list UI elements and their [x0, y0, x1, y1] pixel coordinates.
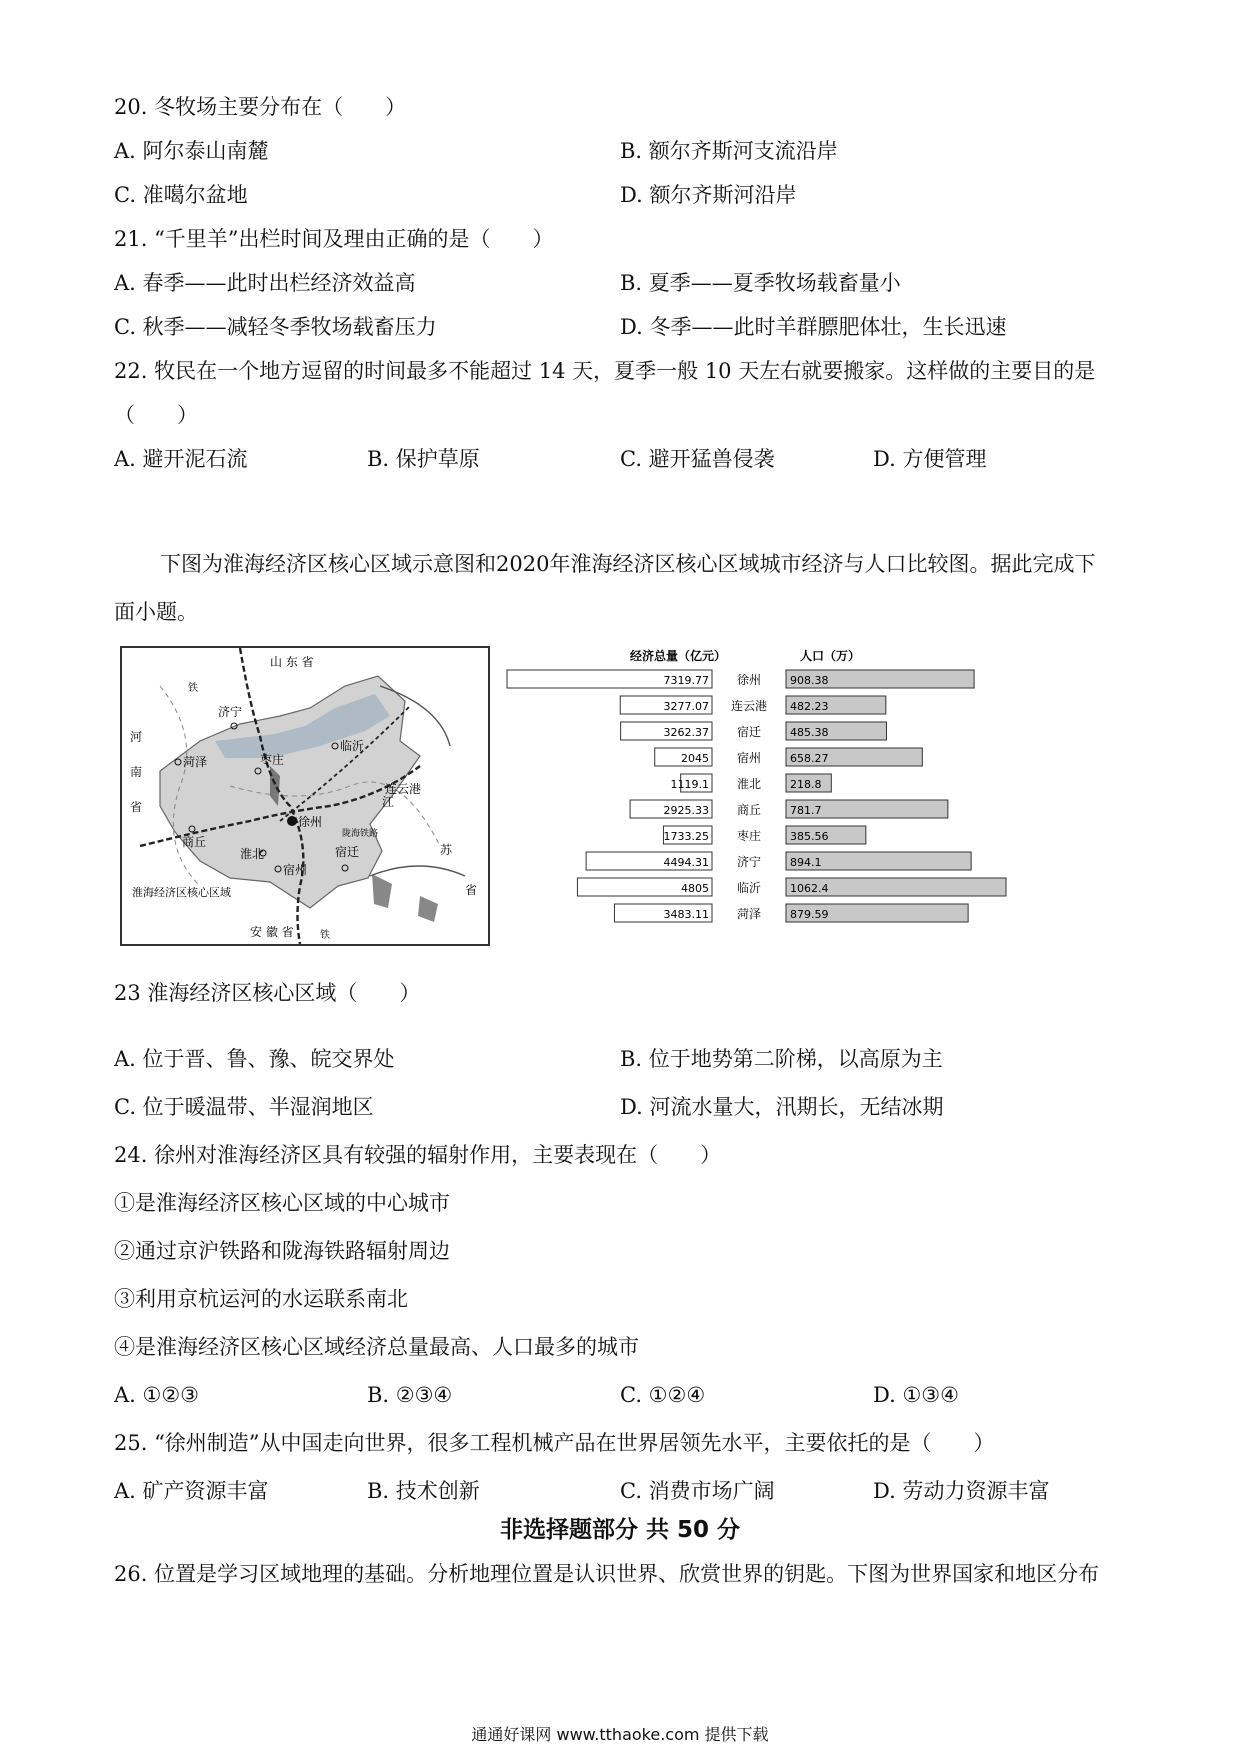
label-anhui: 安 徽 省 [250, 925, 294, 939]
city-label: 济宁 [736, 855, 762, 869]
q21-options-row1 [114, 269, 1134, 297]
chart-left-header: 经济总量（亿元） [630, 649, 727, 663]
city-label: 商丘 [736, 803, 762, 817]
q22-stem-paren: （ ） [114, 403, 198, 427]
q23-options-row2 [114, 1093, 1134, 1121]
huaihai-region-map [120, 646, 490, 946]
economy-value-label: 1119.1 [670, 778, 709, 791]
label-shangqiu: 商丘 [182, 835, 207, 849]
q21-option-b: B. 夏季——夏季牧场载畜量小 [620, 271, 901, 295]
map-legend: 淮海经济区核心区域 [132, 886, 231, 899]
label-zaozhuang: 枣庄 [260, 753, 285, 767]
population-value-label: 485.38 [790, 726, 829, 739]
q25-option-d: D. 劳动力资源丰富 [873, 1479, 1050, 1503]
label-linyi: 临沂 [340, 739, 365, 753]
population-value-label: 908.38 [790, 674, 829, 687]
q25-option-b: B. 技术创新 [367, 1479, 480, 1503]
q25-option-c: C. 消费市场广阔 [620, 1479, 775, 1503]
q23-option-b: B. 位于地势第二阶梯，以高原为主 [620, 1047, 943, 1071]
q23-stem: 23 淮海经济区核心区域（ ） [114, 981, 421, 1005]
q21-option-c: C. 秋季——减轻冬季牧场载畜压力 [114, 315, 437, 339]
q21-options-row2 [114, 313, 1134, 341]
label-suzhou: 宿州 [283, 863, 308, 877]
section-heading: 非选择题部分 共 50 分 [499, 1517, 741, 1543]
chart-right-header: 人口（万） [800, 649, 861, 663]
page-footer: 通通好课网 www.tthaoke.com 提供下载 [471, 1725, 769, 1744]
label-suqian: 宿迁 [335, 845, 360, 859]
q23-option-c: C. 位于暖温带、半湿润地区 [114, 1095, 374, 1119]
economy-value-label: 4805 [681, 882, 709, 895]
q23-option-a: A. 位于晋、鲁、豫、皖交界处 [114, 1047, 395, 1071]
q22-option-b: B. 保护草原 [367, 447, 480, 471]
q24-statement-4: ④是淮海经济区核心区域经济总量最高、人口最多的城市 [114, 1335, 639, 1359]
population-value-label: 894.1 [790, 856, 822, 869]
population-value-label: 385.56 [790, 830, 829, 843]
q22-stem: 22. 牧民在一个地方逗留的时间最多不能超过 14 天，夏季一般 10 天左右就要搬家。这样做的主要目的是 [114, 359, 1096, 383]
city-label: 菏泽 [736, 907, 762, 921]
city-label: 枣庄 [736, 829, 762, 843]
city-label: 临沂 [736, 881, 762, 895]
city-label: 淮北 [736, 777, 762, 791]
q24-option-d: D. ①③④ [873, 1383, 959, 1407]
label-huaibei: 淮北 [240, 847, 265, 861]
q20-option-c: C. 准噶尔盆地 [114, 183, 248, 207]
city-label: 宿迁 [736, 725, 762, 739]
label-henan-2: 南 [130, 765, 143, 779]
economy-value-label: 3483.11 [663, 908, 709, 921]
label-rail-north: 铁 [188, 683, 198, 694]
q25-option-a: A. 矿产资源丰富 [114, 1479, 269, 1503]
q24-statement-1: ①是淮海经济区核心区域的中心城市 [114, 1191, 450, 1215]
economy-value-label: 7319.77 [663, 674, 709, 687]
q24-option-a: A. ①②③ [114, 1383, 199, 1407]
city-label: 徐州 [736, 673, 762, 687]
city-label: 连云港 [730, 699, 768, 713]
population-value-label: 218.8 [790, 778, 822, 791]
q23-option-d: D. 河流水量大，汛期长，无结冰期 [620, 1095, 944, 1119]
q21-option-a: A. 春季——此时出栏经济效益高 [114, 271, 416, 295]
q24-stem: 24. 徐州对淮海经济区具有较强的辐射作用，主要表现在（ ） [114, 1143, 722, 1167]
intro-line1: 下图为淮海经济区核心区域示意图和2020年淮海经济区核心区域城市经济与人口比较图。据此完成下 [160, 552, 1096, 576]
q25-options [114, 1477, 1134, 1505]
chart-rows [507, 670, 1006, 922]
economy-value-label: 3262.37 [663, 726, 709, 739]
label-lianyungang: 连云港 [385, 782, 422, 796]
q24-statement-2: ②通过京沪铁路和陇海铁路辐射周边 [114, 1239, 450, 1263]
economy-value-label: 2045 [681, 752, 709, 765]
q24-option-b: B. ②③④ [367, 1383, 453, 1407]
q22-option-c: C. 避开猛兽侵袭 [620, 447, 775, 471]
q20-stem: 20. 冬牧场主要分布在（ ） [114, 95, 407, 119]
q24-statement-3: ③利用京杭运河的水运联系南北 [114, 1287, 408, 1311]
label-xuzhou: 徐州 [298, 815, 323, 829]
population-value-label: 658.27 [790, 752, 829, 765]
q20-option-a: A. 阿尔泰山南麓 [114, 139, 269, 163]
label-jining: 济宁 [218, 705, 243, 719]
q22-options [114, 445, 1134, 473]
label-henan-1: 河 [130, 730, 143, 744]
q20-option-d: D. 额尔齐斯河沿岸 [620, 183, 797, 207]
q26-stem: 26. 位置是学习区域地理的基础。分析地理位置是认识世界、欣赏世界的钥匙。下图为世界国家和地区分布 [114, 1562, 1100, 1586]
city-dot-xuzhou [287, 816, 297, 826]
q22-option-d: D. 方便管理 [873, 447, 987, 471]
economy-value-label: 2925.33 [663, 804, 709, 817]
label-henan-3: 省 [130, 800, 143, 814]
population-value-label: 1062.4 [790, 882, 829, 895]
economy-value-label: 3277.07 [663, 700, 709, 713]
label-rail-south: 铁 [320, 930, 330, 941]
population-value-label: 879.59 [790, 908, 829, 921]
label-jiangsu-2: 苏 [440, 843, 453, 857]
label-rail-east: 陇海铁路 [342, 829, 379, 839]
q20-options-row2 [114, 181, 1134, 209]
q23-options-row1 [114, 1045, 1134, 1073]
economy-population-chart [500, 642, 1020, 942]
q20-options-row1 [114, 137, 1134, 165]
label-jiangsu-1: 江 [382, 795, 395, 809]
label-jiangsu-3: 省 [465, 883, 478, 897]
economy-value-label: 4494.31 [663, 856, 709, 869]
q24-options [114, 1381, 1134, 1409]
economy-value-label: 1733.25 [663, 830, 709, 843]
q20-option-b: B. 额尔齐斯河支流沿岸 [620, 139, 838, 163]
label-shandong: 山 东 省 [270, 655, 314, 669]
population-value-label: 781.7 [790, 804, 822, 817]
q25-stem: 25. “徐州制造”从中国走向世界，很多工程机械产品在世界居领先水平，主要依托的是（ ） [114, 1431, 995, 1455]
q24-option-c: C. ①②④ [620, 1383, 706, 1407]
city-label: 宿州 [736, 751, 762, 765]
label-heze: 菏泽 [183, 755, 208, 769]
intro-line2: 面小题。 [114, 600, 198, 624]
q21-stem: 21. “千里羊”出栏时间及理由正确的是（ ） [114, 227, 554, 251]
q22-option-a: A. 避开泥石流 [114, 447, 248, 471]
q21-option-d: D. 冬季——此时羊群膘肥体壮，生长迅速 [620, 315, 1007, 339]
population-value-label: 482.23 [790, 700, 829, 713]
